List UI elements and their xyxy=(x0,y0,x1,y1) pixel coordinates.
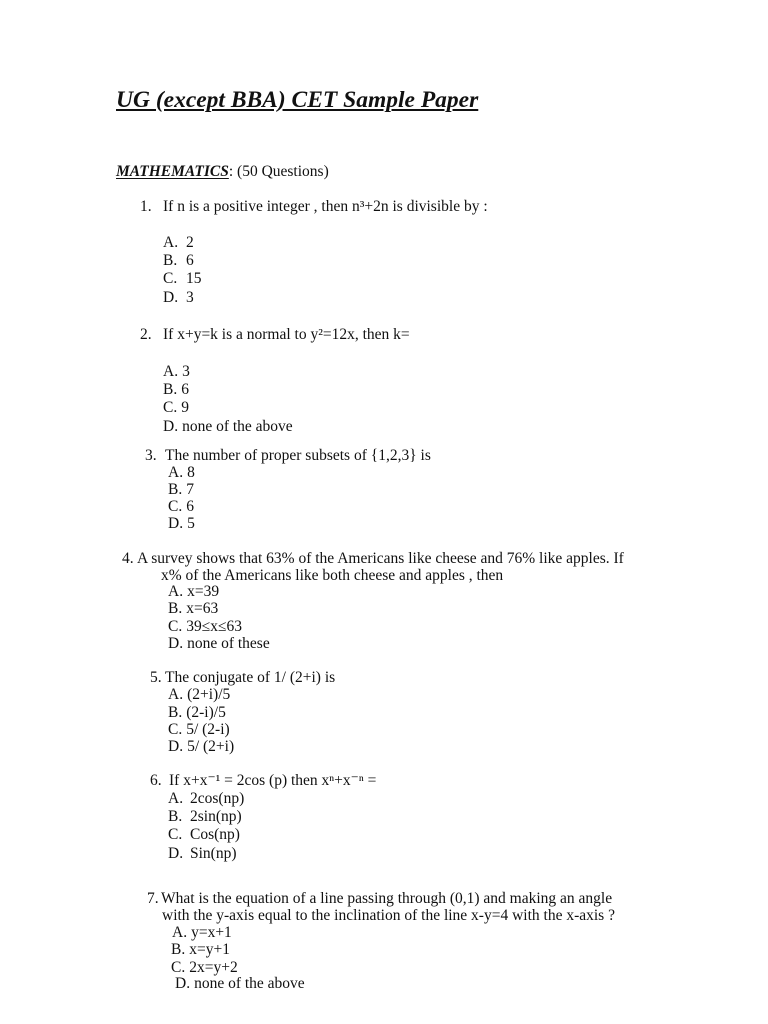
option-label: B. xyxy=(168,704,183,721)
question-7 xyxy=(147,890,612,908)
option-text: 6 xyxy=(186,498,194,515)
option-label: A. xyxy=(163,234,179,251)
question-text: The conjugate of 1/ (2+i) is xyxy=(165,669,336,686)
option-label: D. xyxy=(168,515,184,532)
option-text: Sin(np) xyxy=(190,845,237,862)
question-2 xyxy=(140,326,410,344)
option-text: 8 xyxy=(187,464,195,481)
option-label: C. xyxy=(163,270,178,287)
option-a xyxy=(168,583,219,601)
option-d xyxy=(163,418,293,436)
option-a xyxy=(163,363,190,381)
option-text: none of the above xyxy=(182,418,293,435)
option-a xyxy=(172,924,232,942)
option-d xyxy=(163,289,194,307)
option-text: 5/ (2-i) xyxy=(186,721,230,738)
option-c xyxy=(163,399,189,417)
question-6 xyxy=(150,772,376,790)
question-text: If x+x⁻¹ = 2cos (p) then xⁿ+x⁻ⁿ = xyxy=(169,772,377,789)
option-d xyxy=(168,738,234,756)
question-number: 7. xyxy=(147,890,159,907)
option-b xyxy=(163,252,194,270)
option-label: C. xyxy=(171,959,186,976)
question-text: The number of proper subsets of {1,2,3} is xyxy=(165,447,431,464)
option-a xyxy=(168,464,195,482)
option-d xyxy=(168,845,237,863)
section-count: : (50 Questions) xyxy=(228,163,329,180)
option-text: Cos(np) xyxy=(190,826,240,843)
option-a xyxy=(168,686,230,704)
option-label: D. xyxy=(168,635,184,652)
question-number: 6. xyxy=(150,772,162,789)
question-5 xyxy=(150,669,335,687)
option-text: 2x=y+2 xyxy=(189,959,238,976)
option-text: 6 xyxy=(186,252,194,269)
question-number: 5. xyxy=(150,669,162,686)
option-text: none of these xyxy=(187,635,270,652)
question-number: 1. xyxy=(140,198,152,215)
option-text: 15 xyxy=(186,270,202,287)
option-label: A. xyxy=(168,464,184,481)
question-1 xyxy=(140,198,488,216)
option-text: (2-i)/5 xyxy=(186,704,226,721)
option-label: C. xyxy=(168,498,183,515)
option-text: 2cos(np) xyxy=(190,790,245,807)
option-label: A. xyxy=(168,686,184,703)
option-label: B. xyxy=(163,252,178,269)
option-label: B. xyxy=(171,941,186,958)
option-text: 7 xyxy=(186,481,194,498)
question-text: What is the equation of a line passing through (0,1) and making an angle xyxy=(161,890,613,907)
option-label: B. xyxy=(163,381,178,398)
option-label: D. xyxy=(175,975,191,992)
option-label: A. xyxy=(163,363,179,380)
option-b xyxy=(163,381,189,399)
option-label: C. xyxy=(163,399,178,416)
option-label: A. xyxy=(172,924,188,941)
option-c xyxy=(168,618,242,636)
option-c xyxy=(168,498,194,516)
option-a xyxy=(168,790,244,808)
question-number: 4. xyxy=(122,550,134,567)
option-text: 6 xyxy=(181,381,189,398)
option-text: 3 xyxy=(182,363,190,380)
option-text: 2sin(np) xyxy=(190,808,242,825)
option-b xyxy=(168,808,242,826)
option-text: 3 xyxy=(186,289,194,306)
question-number: 2. xyxy=(140,326,152,343)
option-b xyxy=(168,704,226,722)
option-d xyxy=(168,515,195,533)
page-title: UG (except BBA) CET Sample Paper xyxy=(116,87,479,113)
option-label: C. xyxy=(168,826,183,843)
option-b xyxy=(168,481,194,499)
option-text: x=39 xyxy=(187,583,220,600)
option-label: A. xyxy=(168,790,184,807)
question-text: A survey shows that 63% of the Americans like cheese and 76% like apples. If xyxy=(137,550,624,567)
option-c xyxy=(168,721,230,739)
option-label: D. xyxy=(168,845,184,862)
option-label: B. xyxy=(168,808,183,825)
option-text: 5/ (2+i) xyxy=(187,738,235,755)
option-label: D. xyxy=(163,418,179,435)
option-text: 5 xyxy=(187,515,195,532)
option-a xyxy=(163,234,194,252)
option-c xyxy=(168,826,240,844)
option-label: C. xyxy=(168,618,183,635)
question-number: 3. xyxy=(145,447,157,464)
option-text: y=x+1 xyxy=(191,924,232,941)
option-text: 39≤x≤63 xyxy=(186,618,242,635)
question-4 xyxy=(122,550,624,568)
option-text: none of the above xyxy=(194,975,305,992)
option-text: 9 xyxy=(181,399,189,416)
option-label: A. xyxy=(168,583,184,600)
question-text: If x+y=k is a normal to y²=12x, then k= xyxy=(163,326,410,343)
section-heading xyxy=(116,163,329,181)
option-text: (2+i)/5 xyxy=(187,686,231,703)
option-b xyxy=(168,600,218,618)
option-label: B. xyxy=(168,600,183,617)
option-label: D. xyxy=(168,738,184,755)
option-b xyxy=(171,941,230,959)
option-d xyxy=(175,975,305,993)
question-text-continued: x% of the Americans like both cheese and apples , then xyxy=(161,567,504,584)
option-text: 2 xyxy=(186,234,194,251)
option-c xyxy=(163,270,202,288)
question-text-continued: with the y-axis equal to the inclination of the line x-y=4 with the x-axis ? xyxy=(162,907,615,924)
option-text: x=63 xyxy=(186,600,219,617)
option-label: B. xyxy=(168,481,183,498)
question-text: If n is a positive integer , then n³+2n is divisible by : xyxy=(163,198,488,215)
option-d xyxy=(168,635,270,653)
option-text: x=y+1 xyxy=(189,941,230,958)
section-name: MATHEMATICS xyxy=(116,163,229,180)
option-label: C. xyxy=(168,721,183,738)
question-3 xyxy=(145,447,431,465)
option-label: D. xyxy=(163,289,179,306)
